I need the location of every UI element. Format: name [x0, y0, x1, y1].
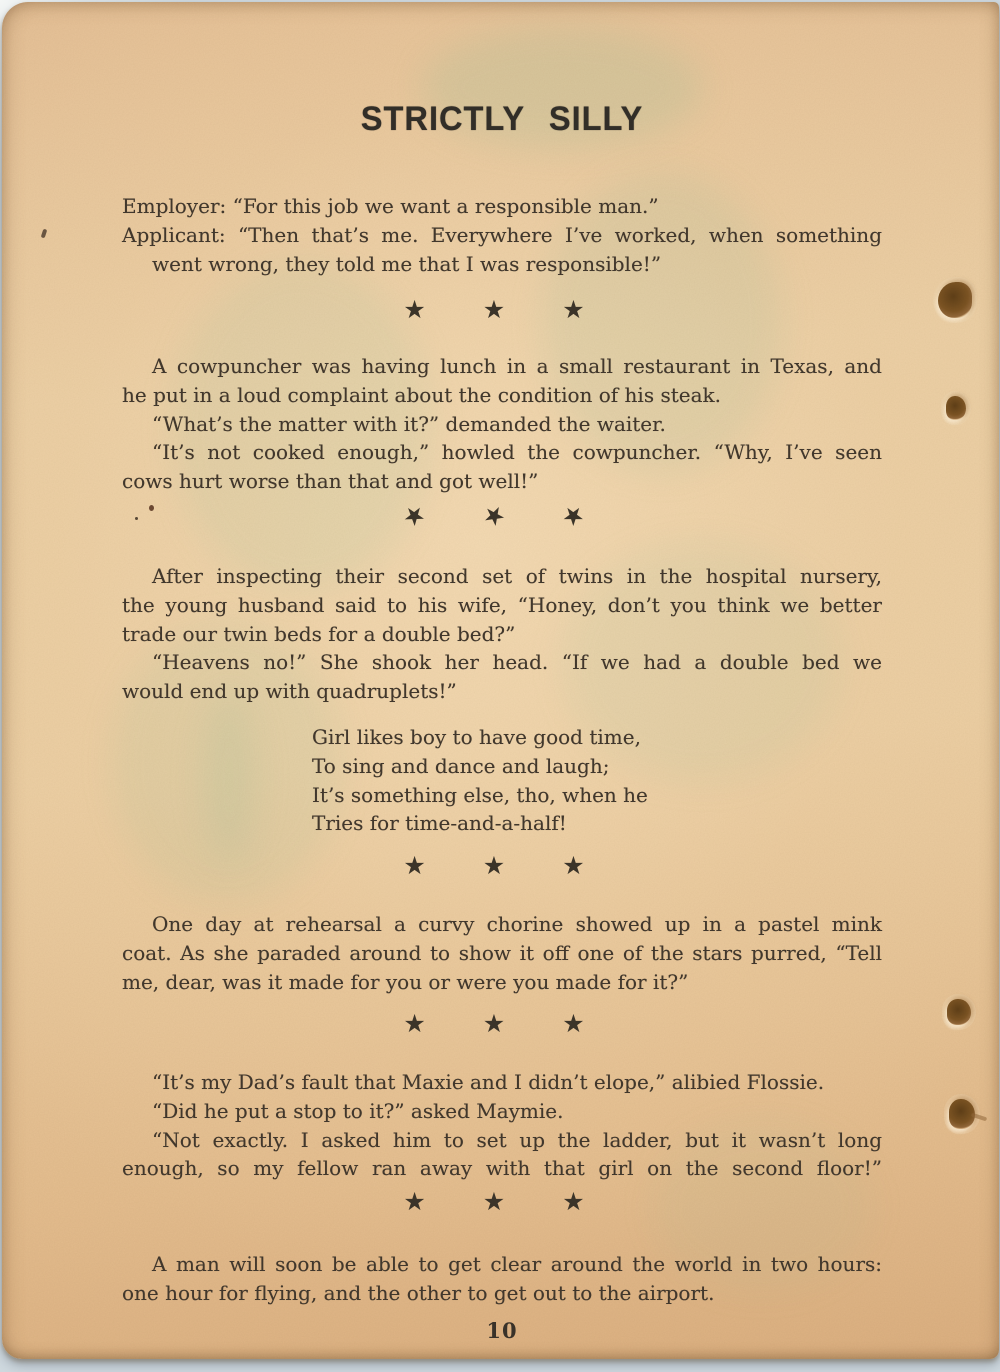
star-divider	[114, 1010, 874, 1038]
star-divider	[114, 296, 874, 324]
page-title: STRICTLY SILLY	[360, 100, 644, 138]
text-line: “Not exactly. I asked him to set up the ladder, but it wasn’t long	[152, 1127, 882, 1152]
joke-employer	[122, 192, 882, 278]
text-line: cows hurt worse than that and got well!”	[122, 469, 539, 494]
star-icon: ★	[482, 1187, 506, 1216]
text-line: would end up with quadruplets!”	[122, 679, 457, 704]
paper-hole	[946, 396, 966, 420]
star-icon: ★	[397, 497, 433, 534]
star-icon: ★	[403, 295, 426, 324]
star-icon: ★	[562, 1187, 585, 1216]
star-divider	[114, 497, 874, 534]
text-line: Tries for time-and-a-half!	[312, 811, 567, 836]
joke-twins	[122, 562, 882, 706]
text-line: trade our twin beds for a double bed?”	[122, 621, 516, 646]
text-line: “It’s not cooked enough,” howled the cowpuncher. “Why, I’ve seen	[152, 440, 882, 465]
paper-hole	[938, 282, 972, 318]
text-line: the young husband said to his wife, “Honey, don’t you think we better	[122, 592, 882, 617]
ink-speck	[135, 517, 138, 520]
text-line: A cowpuncher was having lunch in a small restaurant in Texas, and	[152, 354, 882, 378]
text-line: After inspecting their second set of twins in the hospital nursery,	[152, 564, 882, 588]
text-line: One day at rehearsal a curvy chorine showed up in a pastel mink	[152, 912, 882, 936]
text-line: one hour for flying, and the other to get out to the airport.	[122, 1280, 715, 1305]
joke-elope	[122, 1068, 882, 1183]
star-icon: ★	[403, 851, 426, 880]
ink-speck	[41, 229, 48, 239]
joke-cowpuncher	[122, 352, 882, 496]
text-line: Employer: “For this job we want a responsible man.”	[122, 194, 659, 218]
text-line: “Did he put a stop to it?” asked Maymie.	[152, 1098, 564, 1123]
star-icon: ★	[403, 1187, 426, 1216]
ink-speck	[149, 505, 154, 511]
star-icon: ★	[403, 1009, 426, 1038]
text-line: Applicant: “Then that’s me. Everywhere I’ve worked, when something	[122, 222, 882, 247]
text-line: Girl likes boy to have good time,	[312, 725, 641, 749]
text-line: me, dear, was it made for you or were you made for it?”	[122, 969, 689, 994]
star-icon: ★	[477, 497, 511, 534]
paper-hole	[949, 1099, 975, 1129]
book-page	[2, 2, 999, 1359]
star-icon: ★	[562, 1009, 585, 1038]
joke-chorine	[122, 910, 882, 996]
star-divider	[114, 852, 874, 880]
star-icon: ★	[482, 851, 506, 880]
star-icon: ★	[482, 1009, 506, 1038]
showthrough-stain	[202, 692, 257, 862]
star-icon: ★	[562, 851, 585, 880]
paper-hole	[947, 999, 971, 1025]
text-line: went wrong, they told me that I was responsible!”	[152, 251, 662, 276]
star-divider	[114, 1188, 874, 1216]
star-icon: ★	[556, 497, 592, 534]
text-line: coat. As she paraded around to show it off one of the stars purred, “Tell	[122, 940, 882, 965]
text-line: “What’s the matter with it?” demanded the waiter.	[152, 411, 666, 436]
text-line: A man will soon be able to get clear around the world in two hours:	[152, 1252, 882, 1276]
text-line: “It’s my Dad’s fault that Maxie and I didn’t elope,” alibied Flossie.	[152, 1070, 825, 1094]
page-number: 10	[486, 1318, 518, 1343]
text-line: he put in a loud complaint about the condition of his steak.	[122, 382, 721, 407]
star-icon: ★	[562, 295, 585, 324]
text-line: To sing and dance and laugh;	[312, 753, 610, 778]
star-icon: ★	[482, 295, 506, 324]
text-line: enough, so my fellow ran away with that girl on the second floor!”	[122, 1156, 882, 1181]
poem-verse	[312, 723, 782, 838]
text-line: “Heavens no!” She shook her head. “If we had a double bed we	[152, 650, 882, 675]
joke-airport	[122, 1250, 882, 1308]
text-line: It’s something else, tho, when he	[312, 782, 648, 807]
